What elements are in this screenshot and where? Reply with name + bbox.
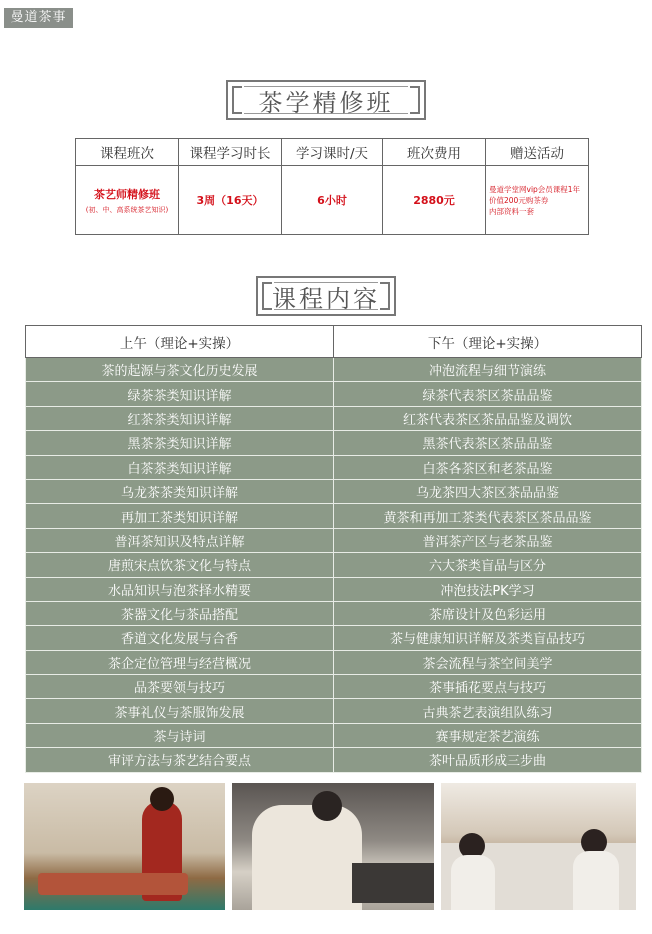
- morning-topic: 品茶要领与技巧: [26, 675, 334, 699]
- gift-line: 内部资料一套: [489, 206, 534, 216]
- course-row: [26, 723, 642, 747]
- afternoon-topic: 茶与健康知识详解及茶类盲品技巧: [334, 626, 642, 650]
- gift-cell: [486, 166, 589, 235]
- course-row: [26, 504, 642, 528]
- course-row: [26, 431, 642, 455]
- section-title-text: 茶学精修班: [258, 88, 394, 117]
- afternoon-topic: 乌龙茶四大茶区茶品品鉴: [334, 479, 642, 503]
- fee-header-cell: 赠送活动: [486, 139, 589, 166]
- afternoon-topic: 白茶各茶区和老茶品鉴: [334, 455, 642, 479]
- afternoon-topic: 冲泡流程与细节演练: [334, 358, 642, 382]
- hours-cell: 6小时: [282, 166, 383, 235]
- fee-header-cell: 课程学习时长: [179, 139, 282, 166]
- morning-topic: 唐煎宋点饮茶文化与特点: [26, 553, 334, 577]
- course-row: [26, 553, 642, 577]
- afternoon-topic: 黄茶和再加工茶类代表茶区茶品品鉴: [334, 504, 642, 528]
- morning-topic: 乌龙茶茶类知识详解: [26, 479, 334, 503]
- morning-topic: 茶器文化与茶品搭配: [26, 601, 334, 625]
- course-row: [26, 650, 642, 674]
- section-title-text: 课程内容: [272, 284, 380, 313]
- course-row: [26, 382, 642, 406]
- gift-line: 价值200元购茶券: [489, 195, 549, 205]
- gift-line: 曼道学堂网vip会员课程1年: [489, 184, 581, 194]
- fee-header-cell: 课程班次: [76, 139, 179, 166]
- course-row: [26, 528, 642, 552]
- tea-tasting-photo: [232, 783, 434, 910]
- course-row: [26, 626, 642, 650]
- afternoon-topic: 六大茶类盲品与区分: [334, 553, 642, 577]
- classroom-photo: [441, 783, 636, 910]
- course-row: [26, 675, 642, 699]
- afternoon-topic: 茶会流程与茶空间美学: [334, 650, 642, 674]
- section-title-course-class: [226, 80, 426, 120]
- morning-topic: 普洱茶知识及特点详解: [26, 528, 334, 552]
- morning-topic: 红茶茶类知识详解: [26, 406, 334, 430]
- class-name: 茶艺师精修班: [94, 187, 160, 201]
- course-row: [26, 406, 642, 430]
- fee-header-cell: 班次费用: [383, 139, 486, 166]
- afternoon-topic: 赛事规定茶艺演练: [334, 723, 642, 747]
- afternoon-topic: 黑茶代表茶区茶品品鉴: [334, 431, 642, 455]
- afternoon-topic: 红茶代表茶区茶品品鉴及调饮: [334, 406, 642, 430]
- afternoon-topic: 茶事插花要点与技巧: [334, 675, 642, 699]
- morning-topic: 茶企定位管理与经营概况: [26, 650, 334, 674]
- fee-header-cell: 学习课时/天: [282, 139, 383, 166]
- course-header-morning: 上午（理论+实操）: [26, 326, 334, 358]
- duration-cell: 3周（16天）: [179, 166, 282, 235]
- course-header-afternoon: 下午（理论+实操）: [334, 326, 642, 358]
- afternoon-topic: 普洱茶产区与老茶品鉴: [334, 528, 642, 552]
- course-row: [26, 455, 642, 479]
- fee-table-row: [76, 166, 589, 235]
- course-row: [26, 358, 642, 382]
- course-row: [26, 577, 642, 601]
- morning-topic: 茶的起源与茶文化历史发展: [26, 358, 334, 382]
- course-table-header: [26, 326, 642, 358]
- morning-topic: 黑茶茶类知识详解: [26, 431, 334, 455]
- afternoon-topic: 茶席设计及色彩运用: [334, 601, 642, 625]
- brand-logo: 曼道茶事: [4, 8, 73, 28]
- course-row: [26, 601, 642, 625]
- afternoon-topic: 绿茶代表茶区茶品品鉴: [334, 382, 642, 406]
- morning-topic: 香道文化发展与合香: [26, 626, 334, 650]
- class-name-cell: [76, 166, 179, 235]
- afternoon-topic: 茶叶品质形成三步曲: [334, 748, 642, 772]
- afternoon-topic: 古典茶艺表演组队练习: [334, 699, 642, 723]
- course-row: [26, 748, 642, 772]
- fee-table-header: [76, 139, 589, 166]
- fee-cell: 2880元: [383, 166, 486, 235]
- section-title-course-content: [256, 276, 396, 316]
- course-table: [25, 325, 642, 773]
- morning-topic: 茶事礼仪与茶服饰发展: [26, 699, 334, 723]
- morning-topic: 白茶茶类知识详解: [26, 455, 334, 479]
- class-sub: (初、中、高系统茶艺知识): [85, 205, 169, 214]
- course-row: [26, 479, 642, 503]
- morning-topic: 绿茶茶类知识详解: [26, 382, 334, 406]
- course-row: [26, 699, 642, 723]
- afternoon-topic: 冲泡技法PK学习: [334, 577, 642, 601]
- morning-topic: 审评方法与茶艺结合要点: [26, 748, 334, 772]
- tea-ceremony-photo: [24, 783, 225, 910]
- morning-topic: 水品知识与泡茶择水精要: [26, 577, 334, 601]
- fee-table: [75, 138, 589, 235]
- morning-topic: 茶与诗词: [26, 723, 334, 747]
- morning-topic: 再加工茶类知识详解: [26, 504, 334, 528]
